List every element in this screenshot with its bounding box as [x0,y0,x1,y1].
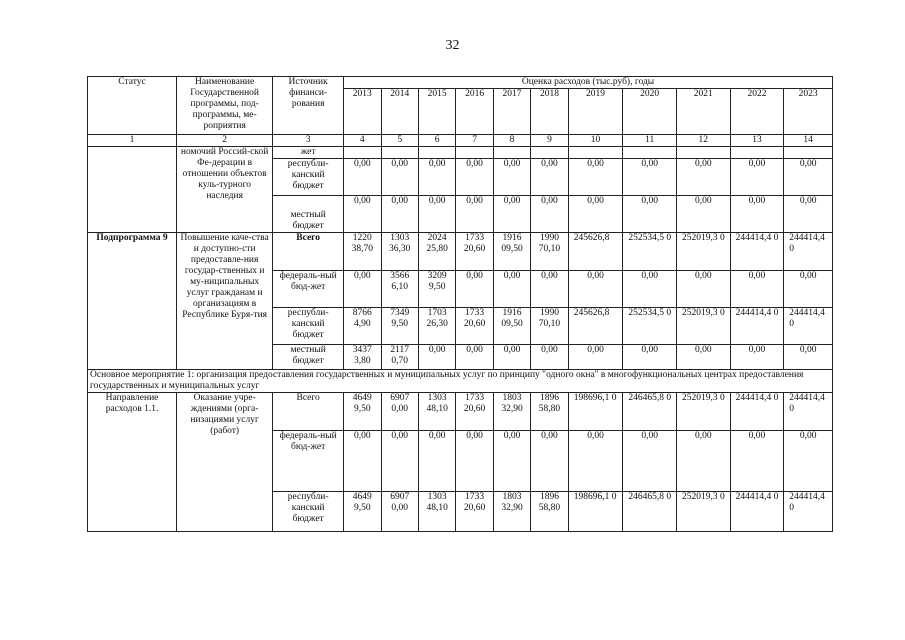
value-cell: 0,00 [493,196,530,233]
status-cell [88,147,177,233]
value-cell: 0,00 [730,431,784,492]
value-cell: 0,00 [676,196,730,233]
value-cell: 4649 9,50 [344,492,381,532]
value-cell [418,147,455,159]
status-cell: Направление расходов 1.1. [88,393,177,532]
value-cell: 0,00 [784,345,833,370]
value-cell: 0,00 [784,196,833,233]
value-cell: 0,00 [676,159,730,196]
source-cell: жет [273,147,344,159]
value-cell: 245626,8 [568,308,623,345]
value-cell: 0,00 [418,431,455,492]
value-cell: 6907 0,00 [381,393,418,431]
value-cell: 244414,4 0 [784,492,833,532]
value-cell [676,147,730,159]
value-cell: 198696,1 0 [568,492,623,532]
value-cell: 0,00 [531,345,568,370]
value-cell [568,147,623,159]
main-activity-row [88,370,833,393]
value-cell: 3566 6,10 [381,271,418,308]
year-cell: 2014 [381,89,418,135]
value-cell: 0,00 [456,271,493,308]
name-cell: Оказание учре-ждениями (орга-низациями услуг (работ) [177,393,273,532]
value-cell: 1733 20,60 [456,393,493,431]
col-number: 2 [177,135,273,147]
value-cell: 0,00 [344,196,381,233]
source-cell: Всего [273,393,344,431]
value-cell: 0,00 [784,271,833,308]
value-cell: 2117 0,70 [381,345,418,370]
value-cell: 0,00 [493,345,530,370]
value-cell: 244414,4 0 [730,233,784,271]
value-cell: 244414,4 0 [784,308,833,345]
col-number: 9 [531,135,568,147]
value-cell: 0,00 [784,159,833,196]
value-cell: 1703 26,30 [418,308,455,345]
header-source: Источник финанси-рования [273,77,344,135]
value-cell: 0,00 [676,271,730,308]
value-cell: 0,00 [531,431,568,492]
value-cell: 252019,3 0 [676,233,730,271]
value-cell: 246465,8 0 [623,492,677,532]
value-cell: 0,00 [418,159,455,196]
value-cell: 0,00 [456,159,493,196]
value-cell: 252534,5 0 [623,233,677,271]
value-cell: 0,00 [568,271,623,308]
value-cell: 1733 20,60 [456,492,493,532]
year-cell: 2020 [623,89,677,135]
value-cell: 0,00 [730,345,784,370]
status-cell: Подпрограмма 9 [88,233,177,370]
value-cell: 0,00 [676,431,730,492]
table-row [88,393,833,431]
value-cell: 252019,3 0 [676,393,730,431]
value-cell: 1733 20,60 [456,233,493,271]
value-cell [730,147,784,159]
header-status: Статус [88,77,177,135]
value-cell: 8766 4,90 [344,308,381,345]
year-cell: 2022 [730,89,784,135]
year-cell: 2017 [493,89,530,135]
value-cell: 1303 36,30 [381,233,418,271]
value-cell: 0,00 [623,271,677,308]
value-cell: 0,00 [730,159,784,196]
value-cell: 2024 25,80 [418,233,455,271]
source-cell: местный бюджет [273,196,344,233]
name-cell: Повышение каче-ства и доступно-сти предоставле-ния государ-ственных и му-ниципальных услуг гражданам и организациям в Республике Буря-тия [177,233,273,370]
col-number: 11 [623,135,677,147]
value-cell: 244414,4 0 [784,393,833,431]
value-cell: 0,00 [531,271,568,308]
col-number: 13 [730,135,784,147]
value-cell: 1896 58,80 [531,393,568,431]
value-cell: 0,00 [381,196,418,233]
value-cell: 0,00 [730,196,784,233]
source-cell: республи-канский бюджет [273,308,344,345]
value-cell: 0,00 [344,271,381,308]
value-cell: 244414,4 0 [730,308,784,345]
value-cell: 0,00 [568,345,623,370]
value-cell [531,147,568,159]
value-cell: 0,00 [456,196,493,233]
value-cell: 0,00 [493,159,530,196]
value-cell: 244414,4 0 [730,393,784,431]
value-cell: 1220 38,70 [344,233,381,271]
value-cell: 1990 70,10 [531,308,568,345]
value-cell: 0,00 [456,345,493,370]
col-number: 1 [88,135,177,147]
main-activity-note: Основное мероприятие 1: организация предоставления государственных и муниципальных услуг по принципу "одного окна" в многофункциональных центрах предоставления государственных и муниципальных услуг [88,370,833,393]
year-cell: 2015 [418,89,455,135]
header-estimate: Оценка расходов (тыс.руб), годы [344,77,833,89]
value-cell: 0,00 [344,159,381,196]
value-cell: 6907 0,00 [381,492,418,532]
value-cell [344,147,381,159]
value-cell: 7349 9,50 [381,308,418,345]
value-cell: 252019,3 0 [676,492,730,532]
value-cell: 252019,3 0 [676,308,730,345]
value-cell: 246465,8 0 [623,393,677,431]
value-cell: 1916 09,50 [493,308,530,345]
value-cell [623,147,677,159]
name-cell: номочий Россий-ской Фе-дерации в отношении объектов куль-турного наследия [177,147,273,233]
value-cell: 0,00 [493,271,530,308]
col-number: 3 [273,135,344,147]
year-cell: 2023 [784,89,833,135]
value-cell: 0,00 [344,431,381,492]
value-cell: 0,00 [493,431,530,492]
source-cell: местный бюджет [273,345,344,370]
value-cell: 0,00 [531,159,568,196]
value-cell: 244414,4 0 [730,492,784,532]
source-cell: Всего [273,233,344,271]
year-cell: 2021 [676,89,730,135]
value-cell: 1803 32,90 [493,393,530,431]
header-name: Наименование Государственной программы, под-программы, ме-роприятия [177,77,273,135]
table-row [88,147,833,159]
value-cell: 3437 3,80 [344,345,381,370]
value-cell: 1733 20,60 [456,308,493,345]
value-cell: 0,00 [381,159,418,196]
page-number: 32 [445,38,460,53]
value-cell [381,147,418,159]
value-cell: 3209 9,50 [418,271,455,308]
col-number: 8 [493,135,530,147]
value-cell: 0,00 [568,196,623,233]
value-cell: 0,00 [456,431,493,492]
value-cell [493,147,530,159]
value-cell [456,147,493,159]
value-cell: 0,00 [623,431,677,492]
value-cell: 0,00 [531,196,568,233]
value-cell: 0,00 [676,345,730,370]
value-cell: 0,00 [623,345,677,370]
value-cell: 244414,4 0 [784,233,833,271]
col-number: 10 [568,135,623,147]
source-cell: республи-канский бюджет [273,159,344,196]
budget-table [87,76,833,532]
value-cell: 252534,5 0 [623,308,677,345]
value-cell: 1303 48,10 [418,492,455,532]
value-cell: 0,00 [623,159,677,196]
col-number: 14 [784,135,833,147]
value-cell [784,147,833,159]
value-cell: 0,00 [784,431,833,492]
value-cell: 198696,1 0 [568,393,623,431]
value-cell: 1896 58,80 [531,492,568,532]
value-cell: 0,00 [568,431,623,492]
col-number: 4 [344,135,381,147]
year-cell: 2013 [344,89,381,135]
col-number: 5 [381,135,418,147]
table-row [88,233,833,271]
value-cell: 245626,8 [568,233,623,271]
source-cell: федераль-ный бюд-жет [273,271,344,308]
col-number: 6 [418,135,455,147]
column-numbers-row [88,135,833,147]
value-cell: 1803 32,90 [493,492,530,532]
value-cell: 0,00 [381,431,418,492]
year-cell: 2016 [456,89,493,135]
value-cell: 4649 9,50 [344,393,381,431]
value-cell: 1916 09,50 [493,233,530,271]
value-cell: 1990 70,10 [531,233,568,271]
value-cell: 1303 48,10 [418,393,455,431]
year-cell: 2018 [531,89,568,135]
header-row [88,77,833,89]
source-cell: республи-канский бюджет [273,492,344,532]
value-cell: 0,00 [568,159,623,196]
source-cell: федераль-ный бюд-жет [273,431,344,492]
year-cell: 2019 [568,89,623,135]
value-cell: 0,00 [730,271,784,308]
value-cell: 0,00 [418,196,455,233]
col-number: 12 [676,135,730,147]
value-cell: 0,00 [623,196,677,233]
value-cell: 0,00 [418,345,455,370]
col-number: 7 [456,135,493,147]
